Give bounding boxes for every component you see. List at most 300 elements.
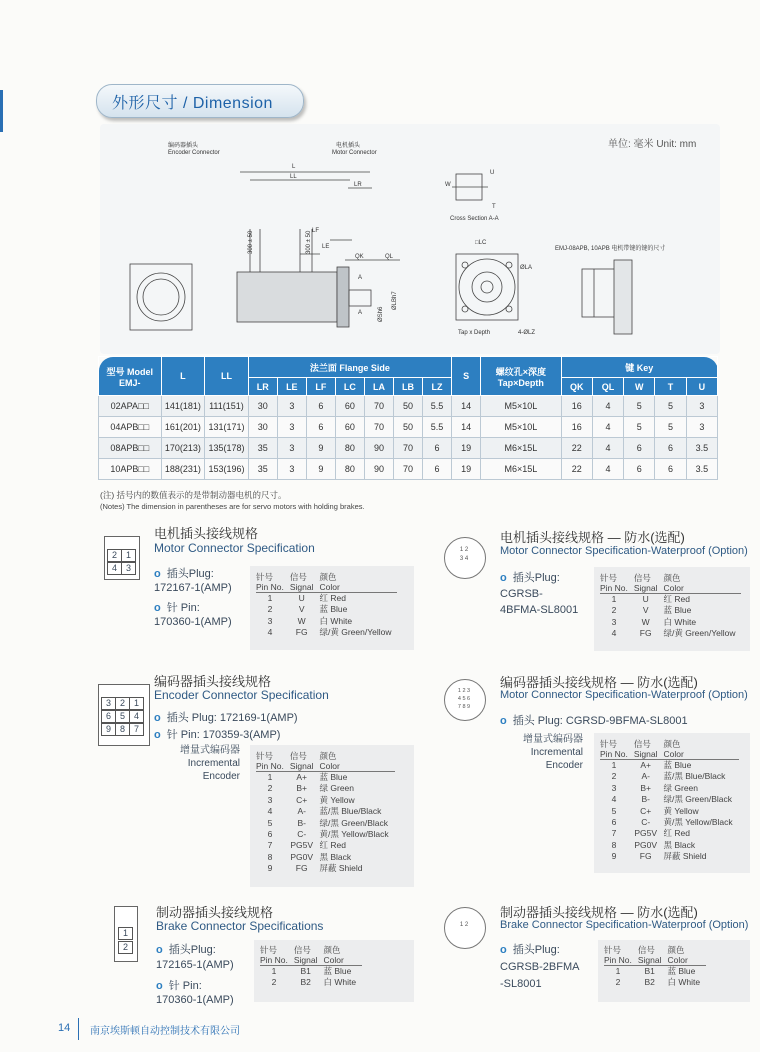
dimension-spec-table [98, 356, 718, 480]
pin-color: 白 White [663, 616, 697, 627]
signal-header: 信号 Signal [289, 751, 314, 771]
pin-color: 绿/黄 Green/Yellow [663, 628, 736, 639]
encoder-pin-cell: 9 [101, 723, 116, 736]
motor-wp-title-cn: 电机插头接线规格 — 防水(选配) [500, 530, 685, 545]
pin-row [256, 840, 395, 851]
header-s: S [452, 357, 481, 396]
enc-wp-pins: 1 2 3 4 5 6 7 8 9 [457, 688, 471, 710]
brake-wp-title-en: Brake Connector Specification-Waterproof (Option) [500, 919, 749, 931]
encoder-pin-cell: 3 [101, 697, 116, 710]
pin-number: 4 [267, 627, 273, 638]
spec-cell: 5 [655, 396, 686, 417]
model-cell: 02APA□□ [99, 396, 162, 417]
motor-wp-plug-val1: CGRSB- [500, 588, 543, 600]
flange-front-outline [456, 254, 518, 320]
color-header: 颜色 Color [323, 945, 344, 965]
pin-signal: C+ [640, 805, 652, 816]
spec-cell: 6 [655, 438, 686, 459]
spec-cell: 6 [306, 396, 335, 417]
pin-row [600, 771, 739, 782]
spec-cell: 3 [277, 459, 306, 480]
pin-color: 蓝 Blue [319, 604, 348, 615]
motor-pin-cell: 3 [121, 562, 136, 575]
pin-signal: W [641, 616, 650, 627]
pin-row [604, 977, 706, 988]
spec-cell: 4 [592, 459, 623, 480]
pin-number: 3 [267, 615, 273, 626]
spec-cell: 80 [335, 438, 364, 459]
dim-l: L [292, 164, 296, 170]
spec-cell: 3 [277, 417, 306, 438]
brake-conn-plug: o 插头Plug: [156, 944, 216, 956]
motor-pin-table [256, 572, 397, 639]
dim-t: T [492, 204, 496, 210]
enc-wp-plug: o 插头 Plug: CGRSD-9BFMA-SL8001 [500, 715, 688, 727]
model-cell: 10APB□□ [99, 459, 162, 480]
pin-number: 3 [267, 794, 273, 805]
pin-color: 蓝 Blue [663, 605, 692, 616]
pin-number: 8 [611, 839, 617, 850]
pin-number: 3 [611, 616, 617, 627]
motor-wp-plug-val2: 4BFMA-SL8001 [500, 604, 579, 616]
color-header: 颜色 Color [319, 751, 340, 771]
pin-signal: B- [297, 817, 306, 828]
pin-color: 白 White [667, 977, 701, 988]
dim-lf: LF [312, 228, 320, 234]
spec-cell: 50 [393, 417, 422, 438]
pin-color: 绿/黑 Green/Black [663, 794, 733, 805]
enc-pin-table [256, 751, 395, 875]
pin-signal: PG0V [290, 851, 314, 862]
pin-row [600, 840, 739, 851]
spec-cell: 5 [624, 417, 655, 438]
spec-cell: 30 [248, 396, 277, 417]
pin-number: 2 [615, 977, 621, 988]
pin-number: 8 [267, 851, 273, 862]
spec-cell: 5 [624, 396, 655, 417]
spec-cell: 4 [592, 438, 623, 459]
pin-signal: PG5V [290, 840, 314, 851]
pin-number: 1 [615, 966, 621, 976]
pin-row [256, 772, 395, 784]
spec-cell: 70 [393, 459, 422, 480]
encoder-pin-cell: 7 [129, 723, 144, 736]
spec-row [99, 417, 718, 438]
dim-w: W [445, 182, 451, 188]
dim-qk: QK [355, 254, 364, 260]
pin-row [600, 760, 739, 772]
pin-number: 6 [611, 817, 617, 828]
pin-number: 1 [271, 966, 277, 976]
spec-cell: 35 [248, 459, 277, 480]
pin-color: 绿 Green [663, 782, 699, 793]
spec-cell: 35 [248, 438, 277, 459]
header-ql: QL [592, 378, 623, 396]
color-header: 颜色 Color [667, 945, 688, 965]
pin-signal: B2 [644, 977, 655, 988]
pin-number: 2 [267, 604, 273, 615]
spec-cell: 4 [592, 417, 623, 438]
enc-conn-title-en: Encoder Connector Specification [154, 688, 329, 702]
dim-300-a: 300 ± 50 [248, 230, 254, 254]
pin-no-header: 针号 Pin No. [256, 751, 284, 771]
pin-signal: V [298, 604, 305, 615]
pin-row [600, 851, 739, 862]
spec-cell: 80 [335, 459, 364, 480]
spec-cell: M5×10L [481, 396, 561, 417]
note-cn: (注) 括号内的数值表示的是带制动器电机的尺寸。 [100, 490, 287, 500]
pin-number: 9 [267, 863, 273, 874]
motor-conn-pin-val: 170360-1(AMP) [154, 616, 232, 628]
pin-color: 红 Red [319, 840, 346, 851]
brake-wp-pin-table [604, 945, 706, 989]
pin-row [600, 794, 739, 805]
signal-header: 信号 Signal [633, 573, 658, 593]
pin-color: 绿/黑 Green/Black [319, 817, 389, 828]
spec-cell: 170(213) [161, 438, 205, 459]
pin-color: 白 White [319, 615, 353, 626]
spec-cell: 6 [655, 459, 686, 480]
spec-cell: 6 [624, 459, 655, 480]
pin-number: 4 [611, 628, 617, 639]
encoder-pin-cell: 2 [115, 697, 130, 710]
pin-signal: C- [297, 829, 307, 840]
pin-signal: FG [295, 627, 308, 638]
pin-signal: B+ [640, 782, 652, 793]
enc-wp-pin-table [600, 739, 739, 863]
flange-outline [130, 264, 192, 330]
enc-conn-title-cn: 编码器插头接线规格 [154, 674, 272, 689]
pin-number: 5 [267, 817, 273, 828]
brake-pin-cell: 1 [118, 927, 133, 940]
brake-wp-plug: o 插头Plug: [500, 944, 560, 956]
header-flange: 法兰面 Flange Side [248, 357, 451, 378]
encoder-connector-cn: 编码器插头 [168, 143, 199, 149]
pin-row [600, 617, 741, 628]
dim-a2: A [358, 310, 363, 316]
dim-u: U [490, 170, 495, 176]
motor-connector-en: Motor Connector [332, 150, 377, 156]
spec-cell: 5 [655, 417, 686, 438]
pin-row [600, 594, 741, 606]
motor-body [237, 272, 337, 322]
signal-header: 信号 Signal [637, 945, 662, 965]
enc-incremental-label: 增量式编码器 Incremental Encoder [180, 745, 240, 782]
spec-cell: 90 [364, 438, 393, 459]
brake-wp-plug-val1: CGRSB-2BFMA [500, 961, 580, 973]
spec-cell: 6 [423, 438, 452, 459]
enc-conn-pin: o 针 Pin: 170359-3(AMP) [154, 729, 281, 741]
company-name: 南京埃斯顿自动控制技术有限公司 [90, 1026, 240, 1037]
pin-color: 蓝 Blue [663, 760, 692, 770]
spec-cell: 22 [561, 459, 592, 480]
pin-row [256, 829, 395, 840]
spec-cell: 19 [452, 459, 481, 480]
pin-number: 6 [267, 829, 273, 840]
pin-color: 黄/黑 Yellow/Black [319, 829, 389, 840]
pin-color: 绿/黄 Green/Yellow [319, 627, 392, 638]
pin-number: 2 [267, 783, 273, 794]
pin-signal: A- [297, 806, 306, 817]
motor-conn-title-cn: 电机插头接线规格 [154, 526, 259, 541]
model-cell: 08APB□□ [99, 438, 162, 459]
header-u: U [686, 378, 717, 396]
color-header: 颜色 Color [663, 739, 684, 759]
signal-header: 信号 Signal [633, 739, 658, 759]
pin-signal: FG [639, 851, 652, 862]
motor-wp-plug: o 插头Plug: [500, 572, 560, 584]
pin-no-header: 针号 Pin No. [600, 739, 628, 759]
note-en: (Notes) The dimension in parentheses are for servo motors with holding brakes. [100, 502, 365, 511]
spec-row [99, 459, 718, 480]
color-header: 颜色 Color [663, 573, 684, 593]
pin-color: 蓝 Blue [323, 966, 352, 976]
pin-number: 2 [611, 605, 617, 616]
spec-cell: M5×10L [481, 417, 561, 438]
brake-conn-pin: o 针 Pin: [156, 980, 202, 992]
cross-section-label: Cross Section A-A [450, 216, 499, 222]
pin-color: 红 Red [319, 593, 346, 603]
spec-cell: 60 [335, 396, 364, 417]
pin-color: 绿 Green [319, 783, 355, 794]
motor-conn-title-en: Motor Connector Specification [154, 541, 315, 555]
dim-a1: A [358, 275, 363, 281]
header-le: LE [277, 378, 306, 396]
pin-signal: B2 [300, 977, 311, 988]
spec-cell: 9 [306, 459, 335, 480]
spec-cell: 6 [624, 438, 655, 459]
spec-cell: 153(196) [205, 459, 249, 480]
spec-cell: 3 [686, 396, 717, 417]
pin-color: 屏蔽 Shield [663, 851, 707, 862]
brake-pin-table [260, 945, 362, 989]
pin-row [256, 593, 397, 605]
pin-number: 1 [611, 594, 617, 604]
encoder-pin-cell: 4 [129, 710, 144, 723]
header-t: T [655, 378, 686, 396]
signal-header: 信号 Signal [289, 572, 314, 592]
pin-number: 3 [611, 782, 617, 793]
pin-color: 黑 Black [663, 839, 696, 850]
motor-connector-cn: 电机插头 [336, 143, 361, 149]
edge-marker [0, 90, 3, 132]
pin-signal: FG [639, 628, 652, 639]
pin-no-header: 针号 Pin No. [604, 945, 632, 965]
pin-color: 红 Red [663, 828, 690, 839]
pin-number: 9 [611, 851, 617, 862]
spec-cell: 70 [364, 417, 393, 438]
pin-signal: U [642, 594, 649, 604]
spec-cell: 6 [423, 459, 452, 480]
header-la: LA [364, 378, 393, 396]
footer-divider [78, 1018, 79, 1040]
pin-row [256, 863, 395, 874]
brake-conn-title-en: Brake Connector Specifications [156, 919, 324, 933]
flange-circle [137, 273, 185, 321]
spec-cell: 3.5 [686, 459, 717, 480]
pin-row [600, 817, 739, 828]
motor-conn-plug-val: 172167-1(AMP) [154, 582, 232, 594]
spec-cell: 135(178) [205, 438, 249, 459]
pin-row [256, 818, 395, 829]
encoder-pin-cell: 1 [129, 697, 144, 710]
brake-key-note: EMJ-08APB, 10APB 电机带键的键的尺寸 [555, 246, 666, 252]
spec-cell: 6 [306, 417, 335, 438]
pin-signal: PG0V [634, 839, 658, 850]
pin-color: 黑 Black [319, 851, 352, 862]
dim-lb: ØLBh7 [392, 291, 398, 310]
encoder-pin-cell: 8 [115, 723, 130, 736]
pin-signal: V [642, 605, 649, 616]
pin-row [260, 966, 362, 978]
pin-color: 屏蔽 Shield [319, 863, 363, 874]
enc-wp-incremental-label: 增量式编码器 Incremental Encoder [523, 734, 583, 771]
spec-cell: 188(231) [161, 459, 205, 480]
pin-signal: C- [641, 817, 651, 828]
header-lz: LZ [423, 378, 452, 396]
pin-signal: B1 [300, 966, 311, 976]
brake-conn-plug-val: 172165-1(AMP) [156, 959, 234, 971]
dim-la: ØLA [520, 265, 533, 271]
spec-cell: 14 [452, 396, 481, 417]
brake-wp-connector-diagram [444, 907, 486, 949]
pin-row [600, 628, 741, 639]
pin-row [256, 783, 395, 794]
pin-no-header: 针号 Pin No. [260, 945, 288, 965]
pin-color: 黄 Yellow [319, 794, 355, 805]
pin-row [256, 795, 395, 806]
enc-wp-title-cn: 编码器插头接线规格 — 防水(选配) [500, 675, 698, 690]
pin-row [256, 616, 397, 627]
pin-signal: PG5V [634, 828, 658, 839]
spec-cell: 141(181) [161, 396, 205, 417]
spec-cell: 131(171) [205, 417, 249, 438]
motor-conn-pin: o 针 Pin: [154, 602, 200, 614]
brake-wp-pins: 1 2 [459, 922, 469, 928]
spec-cell: 70 [364, 396, 393, 417]
spec-cell: 60 [335, 417, 364, 438]
pin-signal: A+ [296, 772, 308, 782]
pin-signal: C+ [296, 794, 308, 805]
header-l: L [161, 357, 205, 396]
pin-signal: A- [641, 771, 650, 782]
pin-color: 蓝/黑 Blue/Black [663, 771, 726, 782]
spec-cell: 16 [561, 396, 592, 417]
spec-cell: 3 [686, 417, 717, 438]
header-lf: LF [306, 378, 335, 396]
header-tap: 螺纹孔×深度 Tap×Depth [481, 357, 561, 396]
motor-wp-pins: 1 2 3 4 [459, 547, 469, 562]
unit-label: 单位: 毫米 Unit: mm [608, 139, 697, 150]
motor-wp-title-en: Motor Connector Specification-Waterproof (Option) [500, 545, 748, 557]
spec-cell: 3.5 [686, 438, 717, 459]
pin-color: 白 White [323, 977, 357, 988]
spec-cell: M6×15L [481, 459, 561, 480]
header-lr: LR [248, 378, 277, 396]
pin-row [600, 783, 739, 794]
model-cell: 04APB□□ [99, 417, 162, 438]
pin-color: 黄/黑 Yellow/Black [663, 817, 733, 828]
enc-wp-title-en: Motor Connector Specification-Waterproof (Option) [500, 689, 748, 701]
color-header: 颜色 Color [319, 572, 340, 592]
pin-row [256, 852, 395, 863]
spec-cell: 90 [364, 459, 393, 480]
header-w: W [624, 378, 655, 396]
spec-cell: 3 [277, 438, 306, 459]
dim-lc: □LC [475, 240, 487, 246]
dim-300-b: 300 ± 50 [306, 230, 312, 254]
signal-header: 信号 Signal [293, 945, 318, 965]
section-title: 外形尺寸 / Dimension [112, 95, 273, 112]
pin-row [604, 966, 706, 978]
motor-conn-plug: o 插头Plug: [154, 568, 214, 580]
spec-cell: 22 [561, 438, 592, 459]
spec-cell: M6×15L [481, 438, 561, 459]
spec-cell: 70 [393, 438, 422, 459]
pin-row [256, 806, 395, 817]
pin-number: 2 [271, 977, 277, 988]
pin-row [600, 806, 739, 817]
spec-cell: 111(151) [205, 396, 249, 417]
spec-cell: 3 [277, 396, 306, 417]
spec-cell: 50 [393, 396, 422, 417]
pin-row [256, 604, 397, 615]
pin-number: 4 [611, 794, 617, 805]
pin-signal: W [297, 615, 306, 626]
page-number: 14 [58, 1022, 71, 1034]
pin-signal: B+ [296, 783, 308, 794]
spec-cell: 9 [306, 438, 335, 459]
pin-signal: FG [295, 863, 308, 874]
brake-conn-title-cn: 制动器插头接线规格 [156, 905, 274, 920]
motor-wp-pin-table [600, 573, 741, 640]
pin-number: 1 [267, 593, 273, 603]
header-lc: LC [335, 378, 364, 396]
header-key: 键 Key [561, 357, 717, 378]
spec-cell: 5.5 [423, 396, 452, 417]
enc-conn-plug: o 插头 Plug: 172169-1(AMP) [154, 712, 298, 724]
encoder-pin-cell: 6 [101, 710, 116, 723]
dim-s: ØSh6 [378, 306, 384, 322]
pin-signal: A+ [640, 760, 652, 770]
pin-signal: B- [641, 794, 650, 805]
pin-color: 黄 Yellow [663, 805, 699, 816]
pin-signal: U [298, 593, 305, 603]
header-lb: LB [393, 378, 422, 396]
dim-ql: QL [385, 254, 394, 260]
pin-row [256, 627, 397, 638]
brake-conn-pin-val: 170360-1(AMP) [156, 994, 234, 1006]
brake-pin-cell: 2 [118, 941, 133, 954]
spec-cell: 4 [592, 396, 623, 417]
dim-lz: 4-ØLZ [518, 330, 536, 336]
tap-depth-label: Tap x Depth [458, 330, 491, 336]
pin-number: 4 [267, 806, 273, 817]
pin-color: 红 Red [663, 594, 690, 604]
spec-cell: 30 [248, 417, 277, 438]
pin-number: 7 [267, 840, 273, 851]
pin-row [600, 605, 741, 616]
dim-ll: LL [290, 174, 297, 180]
spec-row [99, 438, 718, 459]
pin-number: 5 [611, 805, 617, 816]
pin-color: 蓝 Blue [667, 966, 696, 976]
pin-row [600, 828, 739, 839]
dimension-drawing-svg [100, 124, 720, 354]
pin-color: 蓝/黑 Blue/Black [319, 806, 382, 817]
spec-cell: 14 [452, 417, 481, 438]
spec-cell: 16 [561, 417, 592, 438]
